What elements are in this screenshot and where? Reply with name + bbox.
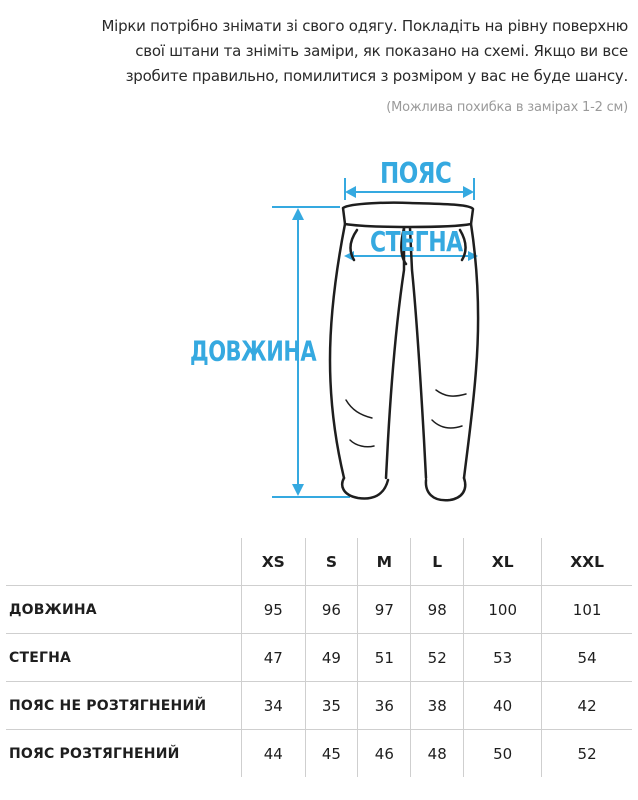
intro-line-3: зробите правильно, помилитися з розміром у вас не буде шансу.	[125, 67, 628, 85]
table-cell: 48	[411, 730, 464, 778]
table-cell: 35	[305, 682, 358, 730]
table-cell: 36	[358, 682, 411, 730]
error-note: (Можлива похибка в замірах 1-2 см)	[386, 100, 628, 115]
table-row	[6, 730, 632, 778]
table-cell: 42	[542, 682, 632, 730]
table-cell: 40	[464, 682, 542, 730]
table-cell: 101	[542, 586, 632, 634]
row-label: ДОВЖИНА	[6, 586, 242, 634]
header-xs: XS	[242, 538, 306, 586]
row-label: ПОЯС НЕ РОЗТЯГНЕНИЙ	[6, 682, 242, 730]
header-xl: XL	[464, 538, 542, 586]
header-m: M	[358, 538, 411, 586]
hips-label: СТЕГНА	[370, 227, 463, 259]
intro-line-2: свої штани та зніміть заміри, як показано на схемі. Якщо ви все	[135, 42, 628, 60]
table-cell: 46	[358, 730, 411, 778]
table-cell: 51	[358, 634, 411, 682]
table-cell: 97	[358, 586, 411, 634]
size-header-row	[6, 538, 632, 586]
pants-outline-icon	[0, 140, 638, 520]
table-cell: 45	[305, 730, 358, 778]
intro-line-1: Мірки потрібно знімати зі свого одягу. Покладіть на рівну поверхню	[101, 17, 628, 35]
table-cell: 54	[542, 634, 632, 682]
row-label: СТЕГНА	[6, 634, 242, 682]
header-s: S	[305, 538, 358, 586]
table-row	[6, 634, 632, 682]
table-cell: 52	[542, 730, 632, 778]
table-cell: 53	[464, 634, 542, 682]
table-cell: 100	[464, 586, 542, 634]
table-row	[6, 682, 632, 730]
header-l: L	[411, 538, 464, 586]
table-cell: 50	[464, 730, 542, 778]
header-xxl: XXL	[542, 538, 632, 586]
table-cell: 38	[411, 682, 464, 730]
table-cell: 34	[242, 682, 306, 730]
waist-label: ПОЯС	[380, 158, 452, 191]
table-cell: 98	[411, 586, 464, 634]
table-cell: 44	[242, 730, 306, 778]
intro-text	[14, 14, 628, 89]
table-cell: 47	[242, 634, 306, 682]
size-table	[6, 538, 632, 777]
table-cell: 52	[411, 634, 464, 682]
table-cell: 96	[305, 586, 358, 634]
table-cell: 95	[242, 586, 306, 634]
length-label: ДОВЖИНА	[190, 336, 317, 368]
table-row	[6, 586, 632, 634]
measurement-diagram	[0, 140, 638, 520]
header-empty	[6, 538, 242, 586]
row-label: ПОЯС РОЗТЯГНЕНИЙ	[9, 745, 180, 762]
table-cell: 49	[305, 634, 358, 682]
